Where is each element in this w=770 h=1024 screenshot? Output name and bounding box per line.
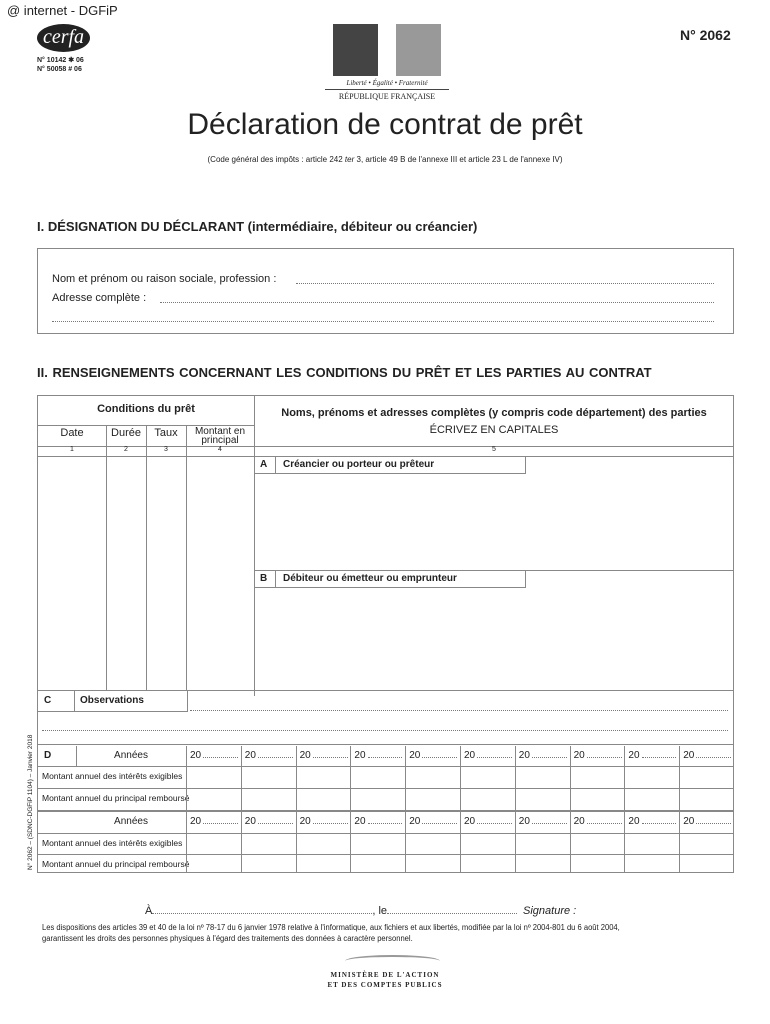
year-input[interactable] (532, 823, 567, 824)
year-input[interactable] (258, 823, 293, 824)
interest-cell[interactable] (241, 833, 295, 854)
year-prefix: 20 (409, 816, 421, 827)
year-input[interactable] (368, 823, 403, 824)
interest-cell[interactable] (624, 766, 678, 788)
year-prefix: 20 (244, 816, 256, 827)
year-field[interactable] (628, 750, 676, 761)
column-divider (679, 812, 680, 833)
year-prefix: 20 (573, 750, 585, 761)
interest-cell[interactable] (405, 766, 459, 788)
principal-cell[interactable] (460, 788, 514, 810)
interest-cell[interactable] (186, 766, 240, 788)
principal-cell[interactable] (241, 854, 295, 873)
principal-cell[interactable] (624, 854, 678, 873)
column-divider (241, 812, 242, 833)
interest-cell[interactable] (296, 833, 350, 854)
contract-table (37, 395, 734, 873)
year-input[interactable] (642, 823, 677, 824)
column-number-3: 3 (164, 446, 168, 453)
years-label: Années (114, 750, 148, 761)
section1-title: I. DÉSIGNATION DU DÉCLARANT (intermédiaire, débiteur ou créancier) (37, 219, 478, 234)
year-field[interactable] (574, 750, 622, 761)
year-field[interactable] (683, 750, 731, 761)
year-input[interactable] (477, 757, 512, 758)
year-field[interactable] (683, 816, 731, 827)
year-input[interactable] (203, 757, 238, 758)
column-divider (624, 812, 625, 833)
column-divider (186, 746, 187, 766)
year-input[interactable] (696, 757, 731, 758)
interest-label: Montant annuel des intérêts exigibles (42, 771, 183, 781)
principal-cell[interactable] (186, 854, 240, 873)
section-a-label: A Créancier ou porteur ou prêteur (254, 456, 526, 474)
interest-cell[interactable] (570, 833, 624, 854)
year-field[interactable] (300, 816, 348, 827)
year-prefix: 20 (628, 750, 640, 761)
principal-cell[interactable] (679, 854, 733, 873)
column-divider (624, 746, 625, 766)
column-number-5: 5 (492, 446, 496, 453)
year-field[interactable] (245, 816, 293, 827)
ministry-name: MINISTÈRE DE L'ACTION ET DES COMPTES PUBLICS (327, 971, 443, 989)
column-number-4: 4 (218, 446, 222, 453)
interest-cell[interactable] (679, 766, 733, 788)
column-divider (460, 812, 461, 833)
interest-cell[interactable] (350, 833, 404, 854)
place-field[interactable] (152, 913, 372, 914)
year-field[interactable] (519, 750, 567, 761)
column-divider (296, 812, 297, 833)
years-label: Années (114, 816, 148, 827)
year-field[interactable] (519, 816, 567, 827)
year-input[interactable] (532, 757, 567, 758)
interest-cell[interactable] (296, 766, 350, 788)
year-input[interactable] (203, 823, 238, 824)
year-prefix: 20 (299, 816, 311, 827)
year-input[interactable] (587, 823, 622, 824)
section-b-label: B Débiteur ou émetteur ou emprunteur (254, 570, 526, 588)
page-title: Déclaration de contrat de prêt (187, 108, 583, 141)
principal-cell[interactable] (186, 788, 240, 810)
parties-subheader: ÉCRIVEZ EN CAPITALES (429, 424, 559, 436)
year-field[interactable] (354, 816, 402, 827)
column-header-3: Taux (154, 427, 178, 439)
page-subtitle: (Code général des impôts : article 242 ter 3, article 49 B de l'annexe III et article 23 L de l'annexe IV) (207, 155, 563, 164)
parties-header: Noms, prénoms et adresses complètes (y compris code département) des parties (281, 407, 707, 419)
year-input[interactable] (422, 823, 457, 824)
interest-cell[interactable] (679, 833, 733, 854)
principal-cell[interactable] (570, 788, 624, 810)
principal-cell[interactable] (679, 788, 733, 810)
year-input[interactable] (477, 823, 512, 824)
column-number-1: 1 (70, 446, 74, 453)
ministry-logo-arc (345, 955, 440, 967)
place-label: À (145, 905, 153, 917)
section-d-letter: D (44, 750, 52, 761)
name-label: Nom et prénom ou raison sociale, profession : (52, 273, 277, 285)
column-number-2: 2 (124, 446, 128, 453)
interest-cell[interactable] (460, 766, 514, 788)
interest-cell[interactable] (186, 833, 240, 854)
year-field[interactable] (409, 816, 457, 827)
column-input-3[interactable] (146, 457, 186, 690)
principal-cell[interactable] (460, 854, 514, 873)
name-field[interactable] (296, 283, 714, 284)
year-field[interactable] (628, 816, 676, 827)
year-prefix: 20 (190, 750, 202, 761)
year-prefix: 20 (518, 816, 530, 827)
year-prefix: 20 (464, 816, 476, 827)
double-divider (38, 810, 734, 812)
column-divider (350, 746, 351, 766)
section2-title: II. RENSEIGNEMENTS CONCERNANT LES CONDITIONS DU PRÊT ET LES PARTIES AU CONTRAT (37, 365, 652, 380)
column-divider (296, 746, 297, 766)
principal-cell[interactable] (296, 788, 350, 810)
column-header-1: Date (60, 427, 84, 439)
interest-cell[interactable] (350, 766, 404, 788)
column-divider (460, 746, 461, 766)
year-input[interactable] (696, 823, 731, 824)
year-field[interactable] (354, 750, 402, 761)
column-divider (515, 746, 516, 766)
signature-line (145, 905, 576, 917)
principal-cell[interactable] (515, 788, 569, 810)
column-divider (405, 746, 406, 766)
principal-label: Montant annuel du principal remboursé (42, 859, 190, 869)
column-input-2[interactable] (106, 457, 146, 690)
column-divider (350, 812, 351, 833)
column-input-1[interactable] (38, 457, 106, 690)
address-field-2[interactable] (52, 321, 714, 322)
year-input[interactable] (422, 757, 457, 758)
year-prefix: 20 (409, 750, 421, 761)
column-divider (679, 746, 680, 766)
column-divider (405, 812, 406, 833)
column-divider (186, 812, 187, 833)
column-divider (241, 746, 242, 766)
year-field[interactable] (190, 816, 238, 827)
year-field[interactable] (574, 816, 622, 827)
conditions-header: Conditions du prêt (97, 403, 195, 415)
column-header-2: Durée (111, 427, 141, 439)
principal-cell[interactable] (296, 854, 350, 873)
year-input[interactable] (313, 757, 348, 758)
principal-cell[interactable] (515, 854, 569, 873)
cerfa-logo: cerfa (37, 24, 90, 52)
year-prefix: 20 (683, 750, 695, 761)
year-field[interactable] (464, 750, 512, 761)
year-prefix: 20 (190, 816, 202, 827)
interest-cell[interactable] (405, 833, 459, 854)
year-input[interactable] (313, 823, 348, 824)
republic-name: RÉPUBLIQUE FRANÇAISE (338, 92, 436, 101)
signature-label: Signature : (523, 905, 577, 917)
marianne-logo (333, 24, 441, 76)
year-prefix: 20 (464, 750, 476, 761)
source-label: @ internet - DGFiP (7, 3, 118, 18)
interest-cell[interactable] (460, 833, 514, 854)
year-field[interactable] (409, 750, 457, 761)
principal-cell[interactable] (405, 854, 459, 873)
year-prefix: 20 (628, 816, 640, 827)
year-input[interactable] (368, 757, 403, 758)
interest-label: Montant annuel des intérêts exigibles (42, 838, 183, 848)
republic-motto: Liberté • Égalité • Fraternité (325, 79, 449, 90)
principal-label: Montant annuel du principal remboursé (42, 793, 190, 803)
year-prefix: 20 (244, 750, 256, 761)
year-input[interactable] (258, 757, 293, 758)
interest-cell[interactable] (515, 766, 569, 788)
section-c-label: C Observations (38, 690, 188, 712)
year-prefix: 20 (573, 816, 585, 827)
form-number: N° 2062 (680, 27, 731, 43)
year-prefix: 20 (518, 750, 530, 761)
legal-notice: Les dispositions des articles 39 et 40 de la loi nº 78-17 du 6 janvier 1978 relative à l'informatique, aux fichiers et aux libertés, modifiée par la loi nº 2004-801 du 6 août 2004, garantissent les droits des personnes physiques à l'égard des traitements des données à caractère personnel. (42, 923, 620, 943)
column-divider (570, 746, 571, 766)
date-label: , le (372, 905, 388, 917)
side-reference: N° 2062 – (SDNC-DGFiP 1104) – Janvier 2018 (27, 734, 34, 870)
principal-cell[interactable] (350, 854, 404, 873)
observations-field-2[interactable] (42, 730, 728, 731)
interest-cell[interactable] (624, 833, 678, 854)
observations-field[interactable] (190, 710, 728, 711)
year-prefix: 20 (683, 816, 695, 827)
year-field[interactable] (300, 750, 348, 761)
column-header-4: Montant en principal (194, 426, 246, 446)
principal-cell[interactable] (570, 854, 624, 873)
interest-cell[interactable] (515, 833, 569, 854)
year-field[interactable] (245, 750, 293, 761)
interest-cell[interactable] (241, 766, 295, 788)
principal-cell[interactable] (241, 788, 295, 810)
interest-cell[interactable] (570, 766, 624, 788)
address-label: Adresse complète : (52, 292, 147, 304)
year-prefix: 20 (354, 750, 366, 761)
column-input-4[interactable] (186, 457, 254, 690)
cerfa-numbers: N° 10142 ✱ 06 N° 50058 # 06 (37, 57, 84, 73)
year-prefix: 20 (354, 816, 366, 827)
principal-cell[interactable] (405, 788, 459, 810)
column-divider (570, 812, 571, 833)
principal-cell[interactable] (350, 788, 404, 810)
address-field[interactable] (160, 302, 714, 303)
date-field[interactable] (387, 913, 517, 914)
principal-cell[interactable] (624, 788, 678, 810)
year-prefix: 20 (299, 750, 311, 761)
year-field[interactable] (464, 816, 512, 827)
year-input[interactable] (642, 757, 677, 758)
declarant-box (37, 248, 734, 334)
column-divider (515, 812, 516, 833)
year-field[interactable] (190, 750, 238, 761)
year-input[interactable] (587, 757, 622, 758)
